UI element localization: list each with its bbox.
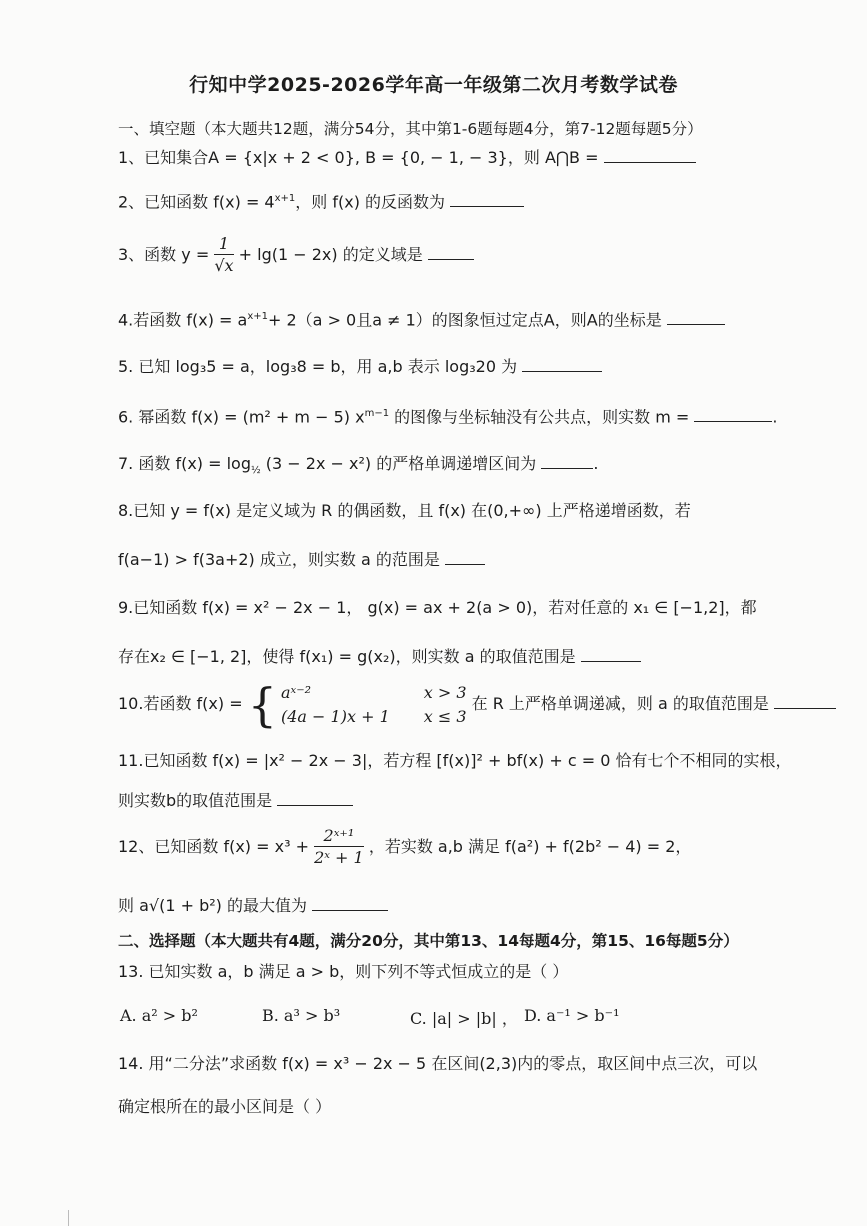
question-14-line2: 确定根所在的最小区间是（ ） [118, 1097, 332, 1116]
q12-tail: ，若实数 a,b 满足 f(a²) + f(2b² − 4) = 2， [368, 837, 692, 856]
q7-end: . [593, 454, 599, 473]
answer-blank-11[interactable] [277, 789, 353, 806]
answer-blank-6[interactable] [694, 405, 772, 422]
answer-blank-4[interactable] [667, 308, 725, 325]
answer-blank-3[interactable] [428, 243, 474, 260]
answer-blank-9[interactable] [581, 645, 641, 662]
question-7 [118, 452, 598, 482]
q10-row2-cond: x ≤ 3 [423, 706, 467, 726]
question-8-line1: 8.已知 y = f(x) 是定义域为 R 的偶函数，且 f(x) 在(0,+∞) 上严格递增函数，若 [118, 501, 691, 520]
question-2 [118, 188, 524, 213]
section1-heading: 一、填空题（本大题共12题，满分54分，其中第1-6题每题4分，第7-12题每题5分） [118, 120, 703, 138]
q7-log-base: ½ [251, 465, 261, 477]
q11-line2-text: 则实数b的取值范围是 [118, 791, 273, 810]
q6-end: . [772, 407, 778, 427]
question-10 [118, 676, 836, 732]
q2-text-a: 2、已知函数 f(x) = 4 [118, 192, 275, 212]
q13-option-b[interactable]: B. a³ > b³ [262, 1006, 341, 1025]
q10-lead: 10.若函数 f(x) = [118, 694, 243, 713]
q2-text-b: ，则 f(x) 的反函数为 [295, 192, 446, 212]
question-3 [118, 230, 474, 280]
question-9-line1: 9.已知函数 f(x) = x² − 2x − 1， g(x) = ax + 2(a > 0)，若对任意的 x₁ ∈ [−1,2]，都 [118, 598, 757, 617]
q6-text-a: 6. 幂函数 f(x) = (m² + m − 5) x [118, 407, 365, 427]
q6-exponent: m−1 [364, 408, 390, 419]
q10-row1-cond: x > 3 [423, 682, 467, 702]
q3-tail: + lg(1 − 2x) 的定义域是 [238, 245, 423, 264]
q3-numerator: 1 [214, 234, 233, 255]
question-8-line2 [118, 548, 485, 571]
q1-text: 1、已知集合A = {x|x + 2 < 0}, B = {0, − 1, − 3}，则 A⋂B = [118, 148, 599, 167]
q5-text: 5. 已知 log₃5 = a，log₃8 = b，用 a,b 表示 log₃20 为 [118, 357, 518, 376]
q10-tail: 在 R 上严格单调递减，则 a 的取值范围是 [471, 694, 769, 713]
q4-text-a: 4.若函数 f(x) = a [118, 310, 248, 330]
q12-denominator: 2ˣ + 1 [314, 848, 364, 867]
question-12 [118, 822, 691, 872]
q6-text-b: 的图像与坐标轴没有公共点，则实数 m = [389, 407, 690, 427]
q4-exponent: x+1 [247, 311, 268, 322]
q9-line2-text: 存在x₂ ∈ [−1, 2]，使得 f(x₁) = g(x₂)，则实数 a 的取值范围是 [118, 647, 576, 666]
q13-option-c[interactable]: C. |a| > |b| ， [410, 1009, 518, 1028]
q10-row1-expr: aˣ⁻² [281, 682, 312, 702]
answer-blank-10[interactable] [774, 692, 836, 709]
q10-brace: { [247, 677, 277, 732]
q10-row2-expr: (4a − 1)x + 1 [281, 706, 390, 726]
q7-text-b: (3 − 2x − x²) 的严格单调递增区间为 [260, 454, 537, 473]
q2-exponent: x+1 [274, 193, 296, 204]
q4-text-b: + 2（a > 0且a ≠ 1）的图象恒过定点A，则A的坐标是 [268, 310, 662, 330]
question-13: 13. 已知实数 a，b 满足 a > b，则下列不等式恒成立的是（ ） [118, 962, 569, 981]
section2-heading: 二、选择题（本大题共有4题，满分20分，其中第13、14每题4分，第15、16每题5分） [118, 932, 739, 950]
q12-line2-text: 则 a√(1 + b²) 的最大值为 [118, 896, 307, 915]
q3-denominator: √x [214, 256, 234, 275]
question-5 [118, 355, 602, 378]
q13-option-a[interactable]: A. a² > b² [120, 1006, 198, 1025]
answer-blank-12[interactable] [312, 894, 388, 911]
q10-piecewise [247, 677, 467, 732]
question-4 [118, 306, 725, 331]
q12-lead: 12、已知函数 f(x) = x³ + [118, 837, 309, 856]
scan-edge-mark [68, 1210, 69, 1226]
question-6 [118, 403, 778, 428]
question-11-line1: 11.已知函数 f(x) = |x² − 2x − 3|，若方程 [f(x)]² + bf(x) + c = 0 恰有七个不相同的实根， [118, 751, 792, 770]
question-9-line2 [118, 645, 641, 668]
question-1 [118, 146, 696, 169]
question-14-line1: 14. 用“二分法”求函数 f(x) = x³ − 2x − 5 在区间(2,3)内的零点，取区间中点三次，可以 [118, 1054, 758, 1073]
answer-blank-7[interactable] [541, 452, 593, 469]
answer-blank-8[interactable] [445, 548, 485, 565]
answer-blank-1[interactable] [604, 146, 696, 163]
question-12-line2 [118, 894, 388, 917]
q8-line2-text: f(a−1) > f(3a+2) 成立，则实数 a 的范围是 [118, 550, 440, 569]
q12-numerator: 2ˣ⁺¹ [314, 826, 364, 847]
q12-fraction [314, 826, 364, 869]
q7-text-a: 7. 函数 f(x) = log [118, 454, 251, 473]
q3-fraction [214, 234, 233, 277]
question-11-line2 [118, 789, 353, 812]
answer-blank-2[interactable] [450, 190, 524, 207]
q3-lead: 3、函数 y = [118, 245, 210, 264]
page-title: 行知中学2025-2026学年高一年级第二次月考数学试卷 [189, 74, 678, 96]
q13-option-d[interactable]: D. a⁻¹ > b⁻¹ [524, 1006, 620, 1025]
answer-blank-5[interactable] [522, 355, 602, 372]
